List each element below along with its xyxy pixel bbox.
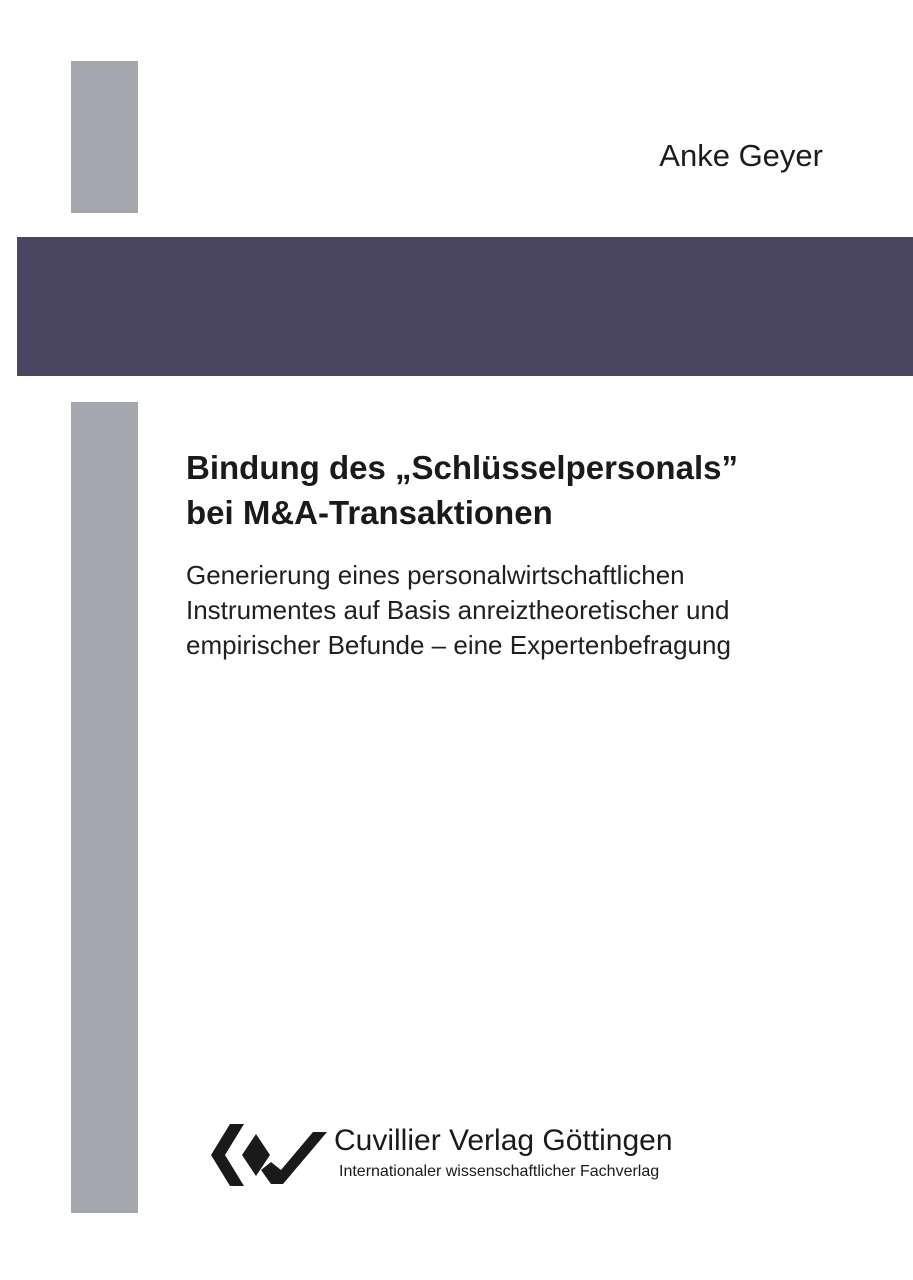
book-subtitle-line-3: empirischer Befunde – eine Expertenbefragung [186,630,731,660]
book-title [186,445,886,535]
author-name: Anke Geyer [659,138,823,173]
book-subtitle-line-2: Instrumentes auf Basis anreiztheoretischer und [186,595,730,625]
publisher-tagline: Internationaler wissenschaftlicher Fachverlag [339,1163,660,1180]
main-side-bar [71,402,138,1213]
book-title-line-2: bei M&A-Transaktionen [186,494,553,531]
book-title-line-1: Bindung des „Schlüsselpersonals” [186,449,738,486]
publisher-name: Cuvillier Verlag Göttingen [334,1124,673,1157]
header-band [17,237,913,376]
top-side-bar [71,61,138,213]
book-subtitle [186,558,886,663]
cuvillier-logo-icon [211,1122,327,1188]
publisher-block [211,1122,771,1192]
book-subtitle-line-1: Generierung eines personalwirtschaftlichen [186,560,685,590]
